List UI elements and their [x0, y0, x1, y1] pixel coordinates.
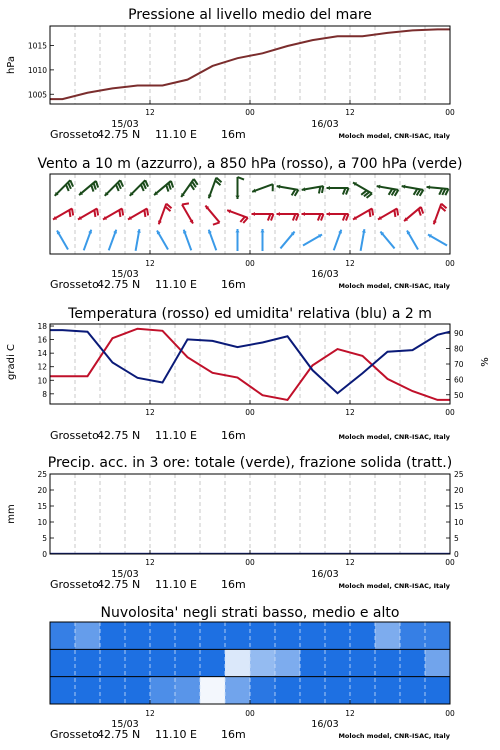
y-tick-label: 12	[37, 362, 47, 372]
wind-barb	[353, 209, 373, 220]
cloud-cell	[250, 649, 276, 676]
x-date-label: 16/03	[311, 569, 339, 580]
x-hour-label: 00	[445, 259, 455, 268]
wind-barb	[105, 180, 123, 196]
y2-tick-label: 15	[454, 502, 464, 511]
y-tick-label: 10	[37, 518, 47, 527]
x-hour-label: 00	[445, 709, 455, 718]
temp-ylabel: gradi C	[6, 344, 17, 380]
wind-title: Vento a 10 m (azzurro), a 850 hPa (rosso), a 700 hPa (verde)	[37, 156, 463, 172]
cloud-cell	[200, 622, 226, 649]
wind-arrowhead	[327, 186, 330, 190]
cloud-cell	[375, 649, 401, 676]
x-hour-label: 00	[445, 108, 455, 117]
wind-barb	[428, 234, 447, 245]
wind-barb	[158, 204, 172, 225]
wind-barb-tick	[144, 210, 145, 217]
wind-barb-tick	[94, 183, 96, 190]
x-date-label: 15/03	[111, 119, 139, 130]
location-lon: 11.10 E	[155, 128, 197, 141]
wind-barb	[407, 230, 418, 249]
wind-barb	[182, 203, 193, 223]
y2-tick-label: 10	[454, 518, 464, 527]
cloud-cell	[50, 622, 76, 649]
wind-barb	[181, 179, 198, 197]
location-name: Grosseto	[50, 128, 99, 141]
wind-barb	[252, 212, 274, 221]
location-elev: 16m	[221, 728, 246, 741]
x-date-label: 15/03	[111, 569, 139, 580]
y-tick-label: 5	[42, 534, 47, 543]
cloud-cell	[175, 677, 201, 704]
wind-barb-tick	[66, 185, 69, 191]
x-hour-label: 12	[145, 259, 155, 268]
location-lon: 11.10 E	[155, 429, 197, 442]
cloud-cell	[200, 677, 226, 704]
wind-barb-tick	[369, 210, 370, 217]
wind-barb	[380, 232, 394, 249]
cloud-cell	[300, 649, 326, 676]
cloud-cell	[350, 622, 376, 649]
cloud-cell	[425, 622, 451, 649]
x-hour-label: 12	[345, 558, 355, 567]
y-tick-label: 15	[37, 502, 47, 511]
cloud-cell	[250, 677, 276, 704]
wind-arrowhead	[302, 212, 305, 216]
wind-barb-tick	[319, 187, 320, 194]
y2-tick-label: 0	[454, 550, 459, 559]
x-hour-label: 00	[245, 558, 255, 567]
location-lat: 42.75 N	[97, 278, 141, 291]
wind-barb-tick	[147, 209, 148, 216]
cloud-cell	[100, 622, 126, 649]
credit-label: Moloch model, CNR-ISAC, Italy	[338, 732, 450, 740]
location-lat: 42.75 N	[97, 578, 141, 591]
wind-arrowhead	[235, 229, 239, 232]
credit-label: Moloch model, CNR-ISAC, Italy	[338, 132, 450, 140]
y2-tick-label: 25	[454, 470, 464, 479]
x-hour-label: 00	[245, 108, 255, 117]
location-lon: 11.10 E	[155, 278, 197, 291]
cloud-cell	[200, 649, 226, 676]
cloud-cell	[325, 677, 351, 704]
wind-barb-tick	[72, 209, 73, 216]
precip-panel	[6, 455, 464, 591]
precip-ylabel: mm	[6, 504, 17, 524]
wind-barb	[79, 181, 98, 195]
wind-barb-tick	[421, 207, 423, 214]
wind-arrowhead	[327, 212, 330, 216]
location-elev: 16m	[221, 128, 246, 141]
wind-barb	[227, 209, 248, 223]
wind-barb	[157, 230, 168, 249]
location-name: Grosseto	[50, 728, 99, 741]
cloud-cell	[225, 677, 251, 704]
wind-barb	[128, 209, 148, 220]
wind-barb	[130, 180, 148, 196]
credit-label: Moloch model, CNR-ISAC, Italy	[338, 433, 450, 441]
x-date-label: 15/03	[111, 719, 139, 730]
wind-barb-tick	[94, 210, 95, 217]
location-elev: 16m	[221, 278, 246, 291]
y-tick-label: 0	[42, 550, 47, 559]
wind-barb	[183, 230, 191, 251]
wind-barb	[378, 209, 398, 220]
wind-barb	[78, 209, 98, 220]
x-date-label: 16/03	[311, 719, 339, 730]
wind-arrowhead	[427, 185, 431, 189]
x-date-label: 16/03	[311, 269, 339, 280]
wind-barb-tick	[119, 210, 120, 217]
pressure-ylabel: hPa	[6, 55, 17, 75]
wind-barb	[103, 209, 123, 220]
wind-barb-tick	[145, 180, 148, 186]
cloud-cell	[75, 622, 101, 649]
cloud-cell	[75, 677, 101, 704]
wind-barb	[53, 209, 73, 220]
wind-barb-tick	[70, 180, 73, 186]
cloud-cell	[175, 622, 201, 649]
cloud-cell	[400, 677, 426, 704]
x-hour-label: 12	[145, 408, 155, 417]
wind-arrowhead	[277, 212, 280, 216]
location-name: Grosseto	[50, 429, 99, 442]
wind-arrowhead	[235, 196, 239, 199]
wind-barb-tick	[213, 222, 220, 224]
x-hour-label: 00	[245, 709, 255, 718]
credit-label: Moloch model, CNR-ISAC, Italy	[338, 582, 450, 590]
cloud-cell	[275, 649, 301, 676]
location-elev: 16m	[221, 429, 246, 442]
x-hour-label: 12	[145, 709, 155, 718]
cloud-cell	[225, 649, 251, 676]
x-hour-label: 12	[345, 408, 355, 417]
wind-barb	[235, 229, 239, 251]
location-lat: 42.75 N	[97, 429, 141, 442]
wind-barb-tick	[143, 182, 146, 188]
cloud-cell	[125, 677, 151, 704]
pressure-title: Pressione al livello medio del mare	[128, 7, 372, 23]
x-hour-label: 00	[445, 558, 455, 567]
humidity-ylabel: %	[480, 357, 491, 367]
cloud-cell	[350, 677, 376, 704]
wind-barb-tick	[169, 183, 171, 190]
y-tick-label: 10	[37, 376, 47, 386]
cloud-cell	[100, 677, 126, 704]
wind-barb	[327, 212, 349, 221]
y2-tick-label: 5	[454, 534, 459, 543]
y2-tick-label: 80	[454, 344, 464, 354]
wind-barb-tick	[182, 203, 189, 204]
wind-barb	[427, 185, 449, 195]
wind-barb-tick	[166, 185, 168, 192]
wind-barb-tick	[69, 210, 70, 217]
wind-barb	[205, 206, 219, 225]
wind-barb	[280, 232, 294, 249]
x-hour-label: 00	[245, 408, 255, 417]
cloud-cell	[425, 677, 451, 704]
x-hour-label: 00	[245, 259, 255, 268]
y2-tick-label: 90	[454, 329, 464, 339]
wind-barb	[302, 212, 324, 221]
y-tick-label: 20	[37, 486, 47, 495]
wind-barb-tick	[419, 209, 421, 216]
wind-barb	[277, 212, 299, 221]
wind-barb	[260, 229, 264, 251]
cloud-cell	[300, 677, 326, 704]
y-tick-label: 1015	[27, 41, 47, 51]
cloud-cell	[400, 622, 426, 649]
wind-barb	[303, 234, 322, 245]
wind-arrowhead	[260, 229, 264, 232]
wind-barb-tick	[372, 209, 373, 216]
y2-tick-label: 20	[454, 486, 464, 495]
wind-barb	[404, 207, 423, 221]
wind-barb	[136, 229, 141, 251]
location-lon: 11.10 E	[155, 578, 197, 591]
x-hour-label: 00	[445, 408, 455, 417]
y-tick-label: 8	[42, 389, 47, 399]
precip-title: Precip. acc. in 3 ore: totale (verde), frazione solida (tratt.)	[47, 455, 453, 471]
credit-label: Moloch model, CNR-ISAC, Italy	[338, 282, 450, 290]
cloud-cell	[275, 677, 301, 704]
wind-panel	[37, 156, 462, 291]
precip-frame	[50, 474, 450, 554]
cloud-title: Nuvolosita' negli strati basso, medio e alto	[100, 605, 400, 621]
cloud-cell	[300, 622, 326, 649]
cloud-cell	[375, 677, 401, 704]
cloud-cell	[50, 649, 76, 676]
wind-barb-tick	[394, 210, 395, 217]
wind-arrowhead	[252, 212, 255, 216]
wind-barb-tick	[122, 209, 123, 216]
wind-barb	[377, 185, 399, 196]
wind-barb	[208, 178, 222, 199]
location-name: Grosseto	[50, 278, 99, 291]
x-hour-label: 12	[345, 108, 355, 117]
cloud-cell	[350, 649, 376, 676]
cloud-cell	[375, 622, 401, 649]
x-hour-label: 12	[145, 108, 155, 117]
wind-barb-tick	[91, 185, 93, 192]
x-date-label: 16/03	[311, 119, 339, 130]
wind-barb	[252, 184, 273, 192]
cloud-cell	[325, 622, 351, 649]
temp-title: Temperatura (rosso) ed umidita' relativa (blu) a 2 m	[68, 306, 432, 322]
wind-barb	[353, 182, 372, 197]
wind-barb	[327, 186, 349, 195]
x-hour-label: 12	[345, 709, 355, 718]
location-lat: 42.75 N	[97, 128, 141, 141]
pressure-panel	[6, 7, 455, 141]
cloud-cell	[275, 622, 301, 649]
location-name: Grosseto	[50, 578, 99, 591]
y-tick-label: 16	[37, 335, 47, 345]
wind-barb	[235, 177, 244, 199]
wind-barb-tick	[397, 209, 398, 216]
y-tick-label: 25	[37, 470, 47, 479]
wind-barb	[402, 185, 424, 196]
cloud-cell	[50, 677, 76, 704]
wind-barb-tick	[141, 185, 144, 191]
wind-barb-tick	[120, 180, 123, 186]
cloud-panel	[50, 605, 455, 741]
y2-tick-label: 50	[454, 390, 464, 400]
wind-barb-tick	[171, 181, 173, 188]
wind-barb	[433, 204, 447, 225]
wind-barb	[154, 181, 173, 195]
wind-barb-tick	[322, 186, 323, 193]
x-hour-label: 12	[345, 259, 355, 268]
location-lon: 11.10 E	[155, 728, 197, 741]
y-tick-label: 1010	[27, 65, 47, 75]
wind-barb	[55, 180, 73, 196]
cloud-cell	[425, 649, 451, 676]
cloud-cell	[150, 622, 176, 649]
y2-tick-label: 70	[454, 360, 464, 369]
cloud-cell	[100, 649, 126, 676]
wind-barb	[277, 185, 299, 196]
location-lat: 42.75 N	[97, 728, 141, 741]
cloud-cell	[150, 649, 176, 676]
y2-tick-label: 60	[454, 375, 464, 385]
cloud-cell	[125, 649, 151, 676]
wind-barb-tick	[68, 182, 71, 188]
cloud-cell	[75, 649, 101, 676]
wind-barb-tick	[97, 209, 98, 216]
wind-barb	[334, 230, 342, 251]
wind-barb-tick	[96, 181, 98, 188]
cloud-cell	[400, 649, 426, 676]
wind-barb	[302, 186, 324, 193]
wind-barb-tick	[118, 182, 121, 188]
location-elev: 16m	[221, 578, 246, 591]
cloud-cell	[225, 622, 251, 649]
temp-frame	[50, 324, 450, 404]
y-tick-label: 14	[37, 349, 47, 359]
cloud-cell	[325, 649, 351, 676]
wind-barb-tick	[116, 185, 119, 191]
cloud-cell	[250, 622, 276, 649]
wind-barb	[84, 230, 92, 251]
y-tick-label: 1005	[27, 90, 47, 100]
x-hour-label: 12	[145, 558, 155, 567]
wind-barb	[57, 230, 68, 249]
y-tick-label: 18	[37, 322, 47, 332]
cloud-cell	[125, 622, 151, 649]
wind-barb	[361, 229, 366, 251]
wind-barb	[208, 230, 216, 251]
cloud-cell	[150, 677, 176, 704]
cloud-cell	[175, 649, 201, 676]
x-date-label: 15/03	[111, 269, 139, 280]
wind-barb	[109, 230, 117, 251]
